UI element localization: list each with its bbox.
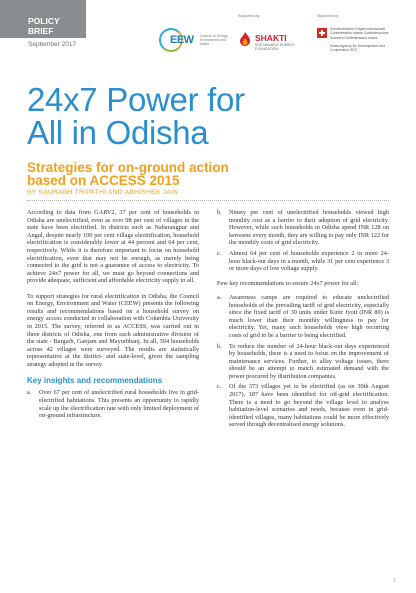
page-title-line2: All in Odisha <box>27 114 209 151</box>
intro-paragraph: According to data from GARV2, 37 per cent of households in Odisha are unelectrified, even as over 98 per cent of villages in the state have been electrified. In districts such as Nabarangpur and Angul, despite nearly 100 per cent village electrification, household electrification is considerably lower at 44 percent and 64 per cent, respectively. While it is therefore important to focus on household electrification, even that may not be enough, as merely being connected to the grid is not a guarantee of access to electricity. To achieve 24x7 power for all, we must go beyond connections and provide adequate, sufficient and affordable electricity supply to all. <box>27 209 199 285</box>
list-item-text: To reduce the number of 24-hour black-out days experienced by households, there is a need to focus on the improvement of maintenance services. Further, to allay voltage issues, there should be an attempt to match estimated demand with the power procured by distribution companies. <box>229 342 389 380</box>
recommendations-intro: Few key recommendations to ensure 24x7 power for all: <box>217 280 359 288</box>
list-item <box>217 250 389 273</box>
list-marker: a. <box>27 389 32 397</box>
supported-by-label-1: Supported by <box>238 14 260 18</box>
page-subtitle-line2: based on ACCESS 2015 <box>27 173 180 188</box>
page-title-line1: 24x7 Power for <box>27 81 245 118</box>
shakti-logo-name: SHAKTI <box>255 33 287 43</box>
page-subtitle <box>27 161 347 187</box>
list-item <box>217 383 389 429</box>
list-marker: b. <box>217 342 222 350</box>
survey-paragraph: To support strategies for rural electrification in Odisha, the Council on Energy, Environment and Water (CEEW) presents the following results and recommendations based on a household survey on energy access conducted in collaboration with Columbia University in 2015. The survey, referred to as ACCESS, was carried out in three districts of Odisha, one from each administrative division of the state - Bargarh, Ganjam and Mayurbhanj. In all, 504 households across 42 villages were surveyed. The results are statistically representative at the district- and state-level, given the sampling strategy adopted in the survey. <box>27 292 199 368</box>
authors-byline: BY SAURABH TRIPATHI AND ABHISHEK JAIN <box>27 189 179 196</box>
ceew-logo-fullname: Council on Energy, Environment and Water <box>200 34 229 46</box>
page-title <box>27 83 327 149</box>
list-item-text: Of the 373 villages yet to be electrified (as on 30th August 2017), 187 have been identified for off-grid electrification. There is a need to go beyond the village level to analyse habitation-level scenarios and needs, because even in grid-identified villages, many habitations could be more effectively served through decentralised energy solutions. <box>229 383 389 429</box>
list-marker: a. <box>217 293 222 301</box>
swiss-flag-icon <box>317 28 327 38</box>
shakti-flame-icon <box>238 32 252 46</box>
swiss-sdc-logo <box>317 26 397 56</box>
policy-brief-tag <box>0 0 86 38</box>
swiss-confederation-text: Schweizerische Eidgenossenschaft Confédération suisse Confederazione Svizzera Confederaziun svizra <box>330 27 389 40</box>
list-item-text: Ninety per cent of unelectrified households viewed high monthly cost as a barrier to their adoption of grid electricity. However, while such households in Odisha spend INR 128 on kerosene every month, they are willing to pay only INR 122 for the monthly costs of grid electricity. <box>229 209 389 247</box>
page-number: 1 <box>393 578 396 584</box>
list-marker: b. <box>217 209 222 216</box>
key-insights-heading: Key insights and recommendations <box>27 376 163 386</box>
ceew-logo-acronym: EEW <box>170 34 194 46</box>
swiss-agency-text: Swiss Agency for Development and Cooperation SDC <box>330 44 386 53</box>
publication-date: September 2017 <box>28 41 77 48</box>
supported-by-label-2: Supported by <box>317 14 339 18</box>
list-item-text: Awareness camps are required to educate unelectrified households of the prevailing tariff of grid electricity, especially since the fixed tariff of 30 units under Kutir Jyoti (INR 80) is much lower than their monthly willingness to pay for electricity. Yet, many such households view high recurring costs of grid to be a barrier to being electrified. <box>229 293 389 339</box>
policy-brief-tag-line2: BRIEF <box>28 26 54 36</box>
list-item-text: Over 67 per cent of unelectrified rural households live in grid-electrified habitations. This presents an opportunity to rapidly scale up the electrification rate with only limited deployment of on-ground infrastructure. <box>39 389 199 420</box>
list-item <box>217 294 389 340</box>
list-item <box>217 209 389 247</box>
shakti-logo <box>238 30 306 56</box>
right-column <box>217 209 389 429</box>
page-subtitle-line1: Strategies for on-ground action <box>27 160 229 175</box>
policy-brief-tag-line1: POLICY <box>28 16 60 26</box>
divider <box>27 200 389 201</box>
list-item-text: Almost 64 per cent of households experience 2 or more 24-hour black-out days in a month, while 31 per cent experience 3 or more days of low voltage supply. <box>229 249 389 273</box>
list-item <box>27 389 199 419</box>
ceew-logo <box>159 27 229 57</box>
list-marker: c. <box>217 249 222 257</box>
shakti-logo-fullname: SUSTAINABLE ENERGY FOUNDATION <box>255 43 295 51</box>
list-item <box>217 343 389 381</box>
list-marker: c. <box>217 383 222 391</box>
left-column <box>27 209 199 420</box>
